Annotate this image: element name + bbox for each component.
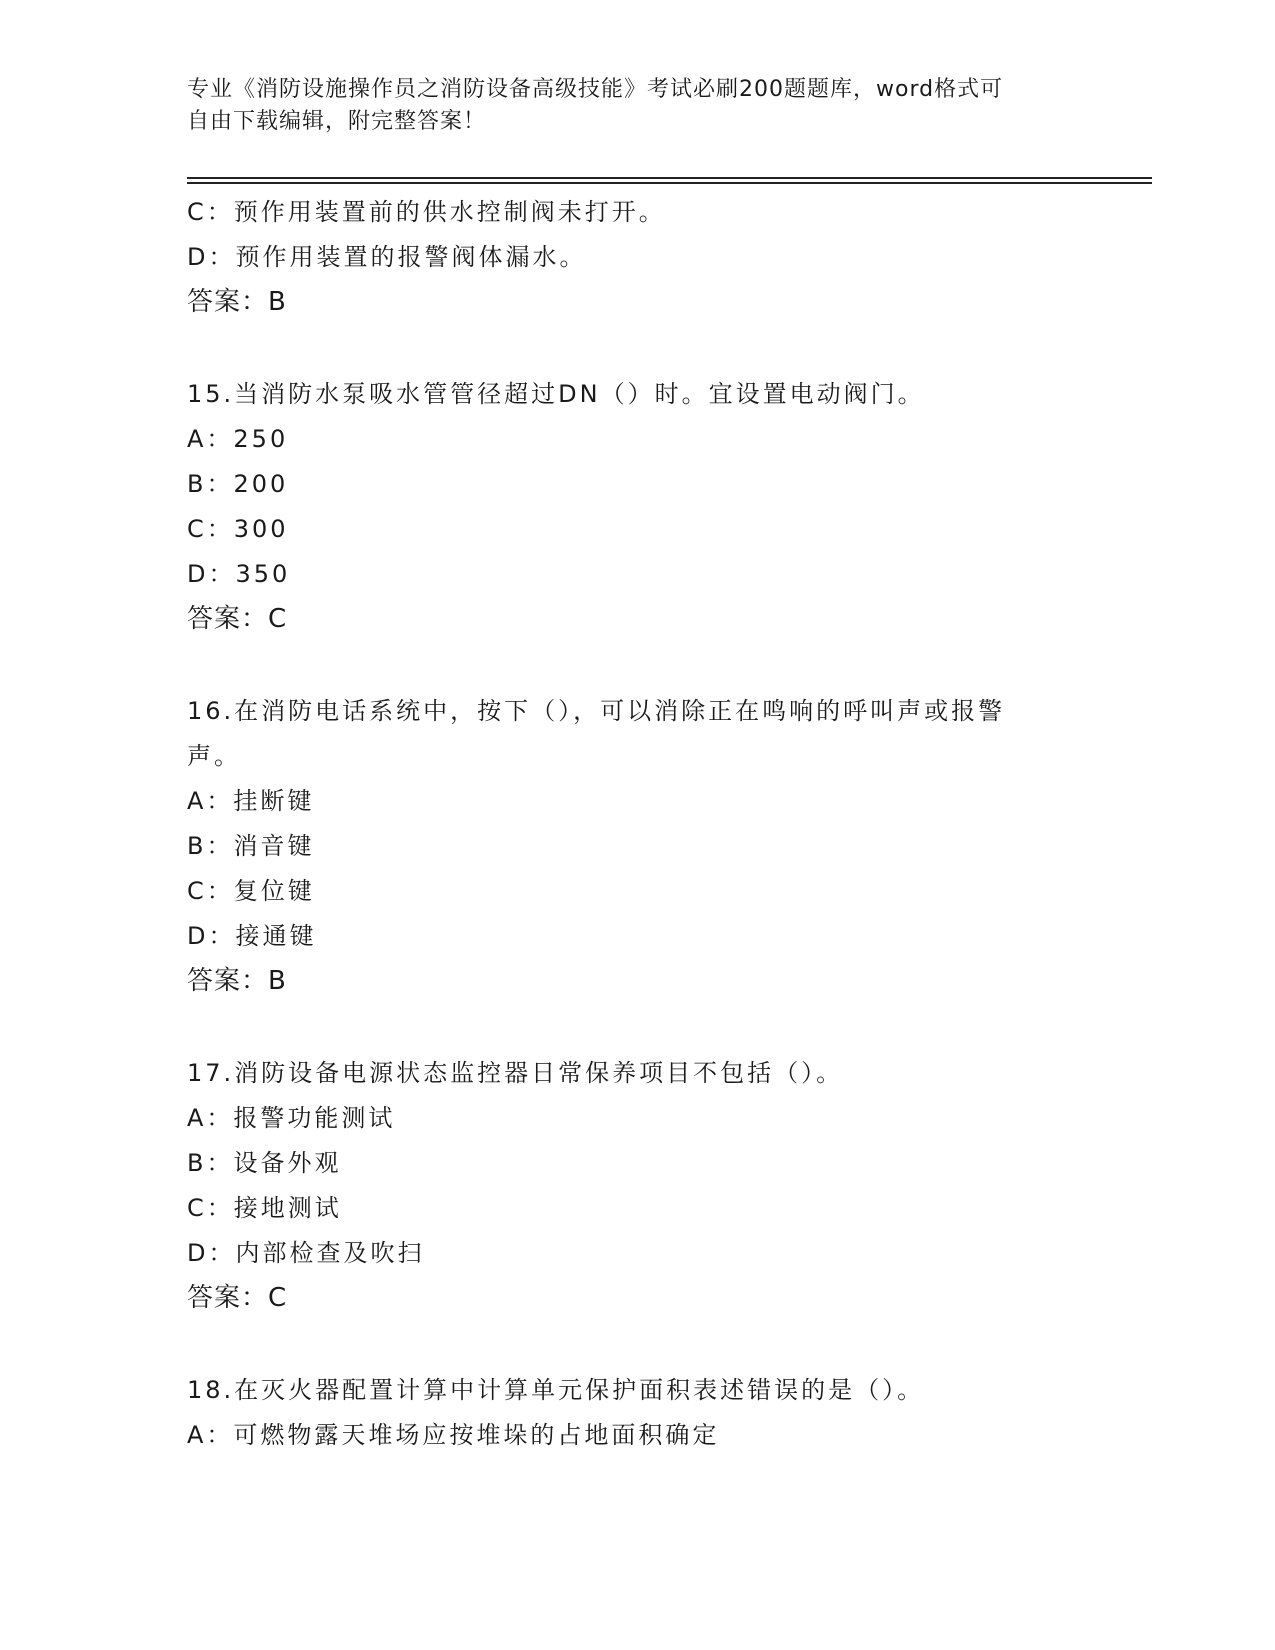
spacer bbox=[187, 325, 1087, 372]
option-d: D：预作用装置的报警阀体漏水。 bbox=[187, 243, 587, 271]
answer: 答案：B bbox=[187, 966, 287, 996]
option-d: D：350 bbox=[187, 560, 291, 588]
option-a: A：报警功能测试 bbox=[187, 1104, 396, 1132]
question-stem: 17.消防设备电源状态监控器日常保养项目不包括（）。 bbox=[187, 1059, 844, 1087]
spacer bbox=[187, 642, 1087, 689]
option-c: C：预作用装置前的供水控制阀未打开。 bbox=[187, 198, 666, 226]
option-b: B：200 bbox=[187, 470, 289, 498]
question-stem-line-2: 声。 bbox=[187, 742, 241, 770]
option-a: A：可燃物露天堆场应按堆垛的占地面积确定 bbox=[187, 1421, 720, 1449]
option-b: B：消音键 bbox=[187, 832, 315, 860]
question-17 bbox=[187, 1051, 1087, 1321]
question-16 bbox=[187, 689, 1087, 1004]
answer: 答案：B bbox=[187, 287, 287, 317]
answer: 答案：C bbox=[187, 1283, 288, 1313]
question-stem: 18.在灭火器配置计算中计算单元保护面积表述错误的是（）。 bbox=[187, 1376, 925, 1404]
spacer bbox=[187, 1004, 1087, 1051]
question-list bbox=[187, 190, 1087, 1458]
answer: 答案：C bbox=[187, 604, 288, 634]
option-a: A：挂断键 bbox=[187, 787, 315, 815]
question-stem-line-1: 16.在消防电话系统中，按下（），可以消除正在鸣响的呼叫声或报警 bbox=[187, 697, 1006, 725]
spacer bbox=[187, 1321, 1087, 1368]
option-c: C：300 bbox=[187, 515, 289, 543]
question-18 bbox=[187, 1368, 1087, 1458]
header-rule-bottom bbox=[187, 182, 1152, 184]
option-b: B：设备外观 bbox=[187, 1149, 342, 1177]
question-stem: 15.当消防水泵吸水管管径超过DN（）时。宜设置电动阀门。 bbox=[187, 380, 925, 408]
option-c: C：复位键 bbox=[187, 877, 315, 905]
question-14-tail bbox=[187, 190, 1087, 325]
header-line-2: 自由下载编辑，附完整答案！ bbox=[187, 109, 487, 134]
option-d: D：接通键 bbox=[187, 922, 317, 950]
option-a: A：250 bbox=[187, 425, 289, 453]
header-rule-top bbox=[187, 177, 1152, 179]
header-line-1: 专业《消防设施操作员之消防设备高级技能》考试必刷200题题库，word格式可 bbox=[187, 77, 1004, 102]
document-header bbox=[187, 74, 1087, 138]
option-c: C：接地测试 bbox=[187, 1194, 342, 1222]
option-d: D：内部检查及吹扫 bbox=[187, 1239, 425, 1267]
question-15 bbox=[187, 372, 1087, 642]
